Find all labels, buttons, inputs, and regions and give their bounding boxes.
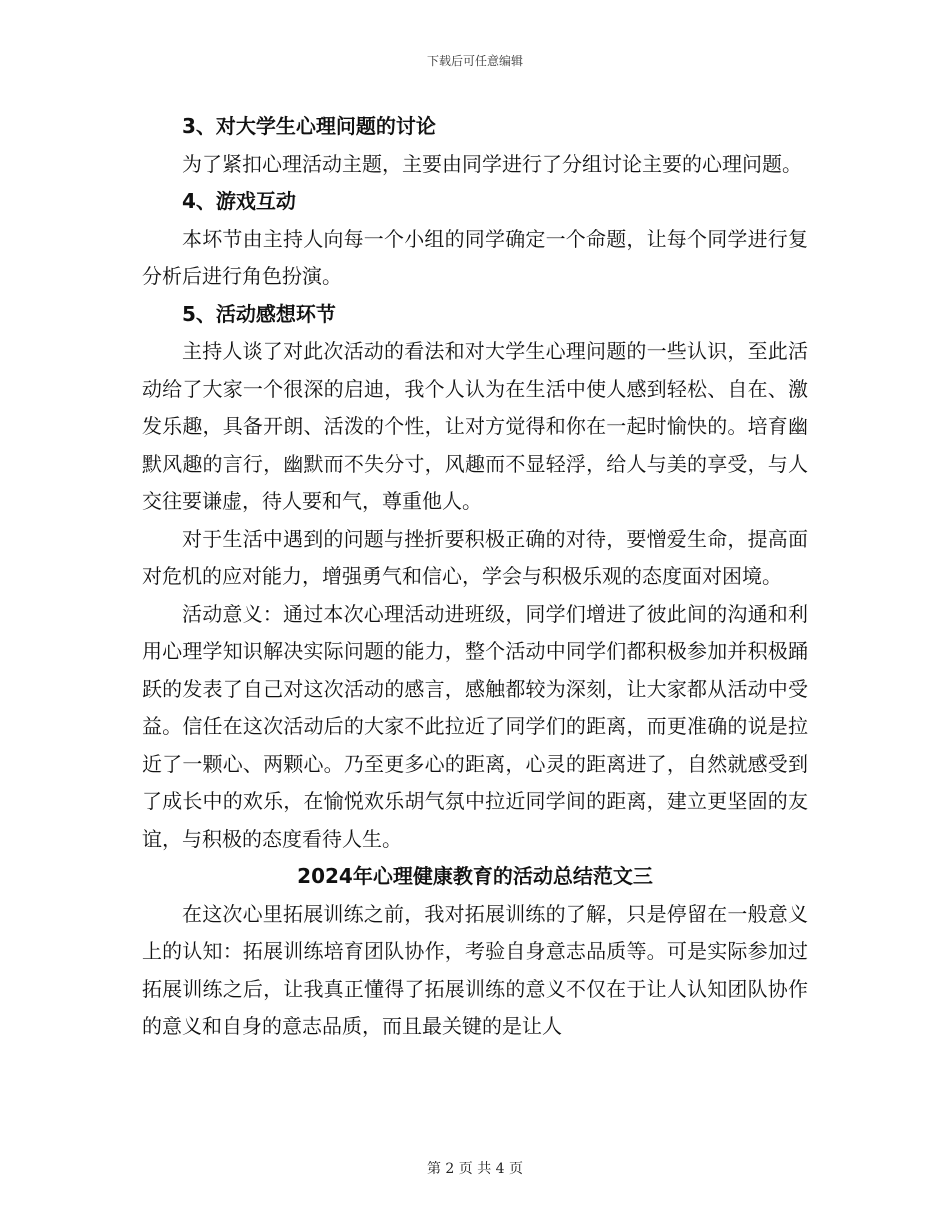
activity-meaning-paragraph: 活动意义：通过本次心理活动进班级，同学们增进了彼此间的沟通和利用心理学知识解决实际问题的能力，整个活动中同学们都积极参加并积极踊跃的发表了自己对这次活动的感言，感触都较为深刻，让大家都从活动中受益。信任在这次活动后的大家不此拉近了同学们的距离，而更准确的说是拉近了一颗心、两颗心。乃至更多心的距离，心灵的距离进了，自然就感受到了成长中的欢乐，在愉悦欢乐胡气氛中拉近同学间的距离，建立更坚固的友谊，与积极的态度看待人生。: [142, 601, 808, 851]
section-4-heading: 4、游戏互动: [182, 189, 296, 213]
page-footer: 第 2 页 共 4 页: [426, 1161, 524, 1177]
article-3-title: 2024年心理健康教育的活动总结范文三: [297, 864, 653, 888]
document-body: [142, 108, 808, 1046]
section-3-paragraph: 为了紧扣心理活动主题，主要由同学进行了分组讨论主要的心理问题。: [182, 151, 802, 176]
section-5-paragraph-1: 主持人谈了对此次活动的看法和对大学生心理问题的一些认识，至此活动给了大家一个很深的启迪，我个人认为在生活中使人感到轻松、自在、激发乐趣，具备开朗、活泼的个性，让对方觉得和你在一起时愉快的。培育幽默风趣的言行，幽默而不失分寸，风趣而不显轻浮，给人与美的享受，与人交往要谦虚，待人要和气，尊重他人。: [142, 339, 808, 513]
page-header: 下载后可任意编辑: [426, 54, 523, 68]
section-5-heading: 5、活动感想环节: [182, 301, 336, 326]
section-3-heading: 3、对大学生心理问题的讨论: [182, 114, 436, 138]
section-4-paragraph: 本坏节由主持人向每一个小组的同学确定一个命题，让每个同学进行复分析后进行角色扮演。: [142, 226, 808, 288]
section-5-paragraph-2: 对于生活中遇到的问题与挫折要积极正确的对待，要憎爱生命，提高面对危机的应对能力，增强勇气和信心，学会与积极乐观的态度面对困境。: [142, 526, 808, 588]
article-3-paragraph: 在这次心里拓展训练之前，我对拓展训练的了解，只是停留在一般意义上的认知：拓展训练培育团队协作，考验自身意志品质等。可是实际参加过拓展训练之后，让我真正懂得了拓展训练的意义不仅在于让人认知团队协作的意义和自身的意志品质，而且最关键的是让人: [142, 901, 808, 1038]
